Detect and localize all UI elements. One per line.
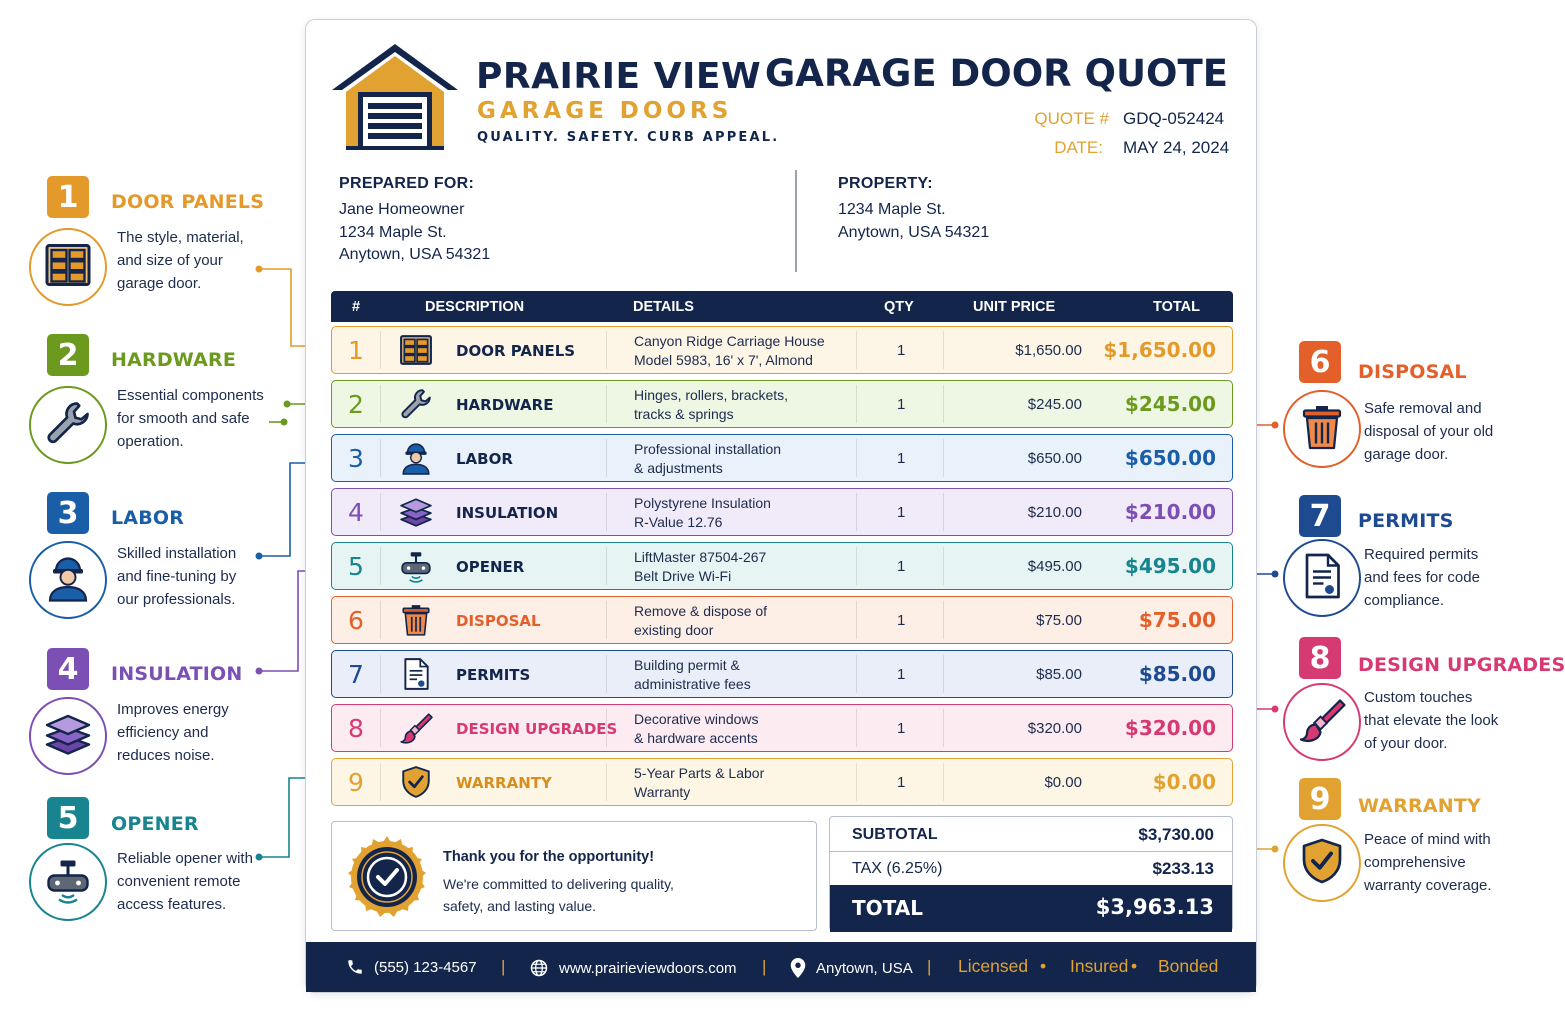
phone-icon bbox=[346, 958, 364, 976]
connector-dot bbox=[1272, 571, 1279, 578]
cell-divider bbox=[943, 655, 944, 693]
callout-icon-circle bbox=[29, 697, 107, 775]
callout-desc-line: and fees for code bbox=[1364, 569, 1480, 586]
credential-licensed: Licensed bbox=[958, 956, 1029, 976]
cell-divider bbox=[606, 601, 607, 639]
insulation-layers-icon bbox=[398, 496, 434, 528]
row-number: 2 bbox=[348, 389, 364, 419]
cell-divider bbox=[606, 331, 607, 369]
callout-desc-line: and size of your bbox=[117, 252, 223, 269]
brand-name: PRAIRIE VIEW bbox=[476, 56, 762, 97]
callout-description bbox=[117, 847, 277, 916]
cell-divider bbox=[856, 601, 857, 639]
row-unit-price: $650.00 bbox=[1027, 450, 1082, 467]
thanks-line: safety, and lasting value. bbox=[443, 898, 597, 914]
row-detail-line: Polystyrene Insulation bbox=[634, 495, 771, 511]
cell-divider bbox=[856, 709, 857, 747]
row-detail-line: LiftMaster 87504-267 bbox=[634, 549, 767, 565]
quote-card bbox=[305, 19, 1257, 993]
callout-icon-circle bbox=[1283, 539, 1361, 617]
row-total: $0.00 bbox=[1152, 770, 1216, 794]
row-description: OPENER bbox=[456, 558, 525, 576]
permit-document-icon bbox=[1298, 552, 1346, 605]
callout-description bbox=[117, 698, 277, 767]
row-detail-line: administrative fees bbox=[634, 676, 751, 692]
row-description: DOOR PANELS bbox=[456, 342, 576, 360]
cell-divider bbox=[856, 493, 857, 531]
callout-description bbox=[1364, 828, 1524, 897]
prepared-for-line: Anytown, USA 54321 bbox=[339, 246, 491, 263]
callout-desc-line: reduces noise. bbox=[117, 747, 215, 764]
row-qty: 1 bbox=[897, 342, 906, 359]
website-text: www.prairieviewdoors.com bbox=[559, 959, 737, 977]
callout-description bbox=[117, 226, 277, 295]
row-detail-line: Remove & dispose of bbox=[634, 603, 768, 619]
row-description: INSULATION bbox=[456, 504, 559, 522]
property-line: Anytown, USA 54321 bbox=[838, 224, 990, 241]
callout-desc-line: comprehensive bbox=[1364, 854, 1466, 871]
callout-icon-circle bbox=[1283, 824, 1361, 902]
table-row bbox=[331, 758, 1233, 806]
row-total: $320.00 bbox=[1124, 716, 1216, 740]
location-text: Anytown, USA bbox=[816, 959, 913, 977]
callout-title: OPENER bbox=[111, 813, 199, 835]
row-total: $210.00 bbox=[1124, 500, 1216, 524]
totals-divider bbox=[830, 851, 1232, 852]
cell-divider bbox=[380, 709, 381, 747]
row-details bbox=[634, 710, 759, 748]
insulation-layers-icon bbox=[44, 710, 92, 763]
row-detail-line: Decorative windows bbox=[634, 711, 759, 727]
row-total: $650.00 bbox=[1124, 446, 1216, 470]
row-detail-line: 5-Year Parts & Labor bbox=[634, 765, 765, 781]
row-details bbox=[634, 440, 781, 478]
row-unit-price: $245.00 bbox=[1027, 396, 1082, 413]
footer bbox=[306, 942, 1256, 992]
callout-description bbox=[1364, 686, 1524, 755]
row-description: DISPOSAL bbox=[456, 612, 541, 630]
brand-subname: GARAGE DOORS bbox=[477, 98, 733, 124]
callout-desc-line: Essential components bbox=[117, 387, 264, 404]
callout-number: 8 bbox=[1299, 637, 1341, 679]
connector-dot bbox=[1272, 706, 1279, 713]
callout-desc-line: Peace of mind with bbox=[1364, 831, 1491, 848]
row-description: DESIGN UPGRADES bbox=[456, 720, 618, 738]
row-description: LABOR bbox=[456, 450, 513, 468]
row-total: $245.00 bbox=[1124, 392, 1216, 416]
callout-number: 1 bbox=[47, 176, 89, 218]
row-description: HARDWARE bbox=[456, 396, 554, 414]
row-description: PERMITS bbox=[456, 666, 531, 684]
prepared-for-line: Jane Homeowner bbox=[339, 201, 465, 218]
footer-separator: | bbox=[927, 957, 932, 976]
footer-phone[interactable] bbox=[346, 958, 477, 976]
row-unit-price: $85.00 bbox=[1036, 666, 1082, 683]
callout-number: 7 bbox=[1299, 495, 1341, 537]
callout-title: WARRANTY bbox=[1358, 795, 1481, 817]
callout-desc-line: efficiency and bbox=[117, 724, 209, 741]
callout-icon-circle bbox=[29, 541, 107, 619]
callout-desc-line: Improves energy bbox=[117, 701, 229, 718]
row-detail-line: R-Value 12.76 bbox=[634, 514, 723, 530]
row-unit-price: $495.00 bbox=[1027, 558, 1082, 575]
cell-divider bbox=[606, 763, 607, 801]
row-details bbox=[634, 656, 751, 694]
callout-desc-line: convenient remote bbox=[117, 873, 241, 890]
tax-value: $233.13 bbox=[1152, 859, 1214, 878]
row-detail-line: Building permit & bbox=[634, 657, 740, 673]
footer-location bbox=[790, 958, 913, 978]
callout-number: 3 bbox=[47, 492, 89, 534]
row-detail-line: Warranty bbox=[634, 784, 691, 800]
row-detail-line: & hardware accents bbox=[634, 730, 758, 746]
callout-desc-line: The style, material, bbox=[117, 229, 244, 246]
cell-divider bbox=[606, 385, 607, 423]
table-row bbox=[331, 326, 1233, 374]
row-details bbox=[634, 332, 825, 370]
cell-divider bbox=[943, 385, 944, 423]
quote-number-label: QUOTE # bbox=[1034, 109, 1109, 128]
callout-icon-circle bbox=[1283, 683, 1361, 761]
callout-icon-circle bbox=[29, 228, 107, 306]
credential-dot: • bbox=[1131, 956, 1138, 976]
cell-divider bbox=[606, 439, 607, 477]
cell-divider bbox=[380, 439, 381, 477]
opener-icon bbox=[398, 550, 434, 582]
callout-number: 5 bbox=[47, 797, 89, 839]
callout-icon-circle bbox=[29, 843, 107, 921]
cell-divider bbox=[856, 655, 857, 693]
row-details bbox=[634, 602, 767, 640]
callout-description bbox=[1364, 397, 1524, 466]
map-pin-icon bbox=[790, 958, 806, 978]
table-row bbox=[331, 488, 1233, 536]
brand-tagline: QUALITY. SAFETY. CURB APPEAL. bbox=[477, 130, 780, 145]
callout-title: DESIGN UPGRADES bbox=[1358, 654, 1565, 676]
callout-icon-circle bbox=[29, 386, 107, 464]
header-qty: QTY bbox=[884, 299, 914, 315]
trash-icon bbox=[1298, 403, 1346, 456]
callout-description bbox=[117, 542, 277, 611]
callout-title: PERMITS bbox=[1358, 510, 1454, 532]
table-row bbox=[331, 380, 1233, 428]
callout-title: DISPOSAL bbox=[1358, 361, 1467, 383]
cell-divider bbox=[943, 547, 944, 585]
globe-icon bbox=[529, 958, 549, 978]
callout-desc-line: compliance. bbox=[1364, 592, 1445, 609]
row-qty: 1 bbox=[897, 774, 906, 791]
connector-dot bbox=[284, 401, 291, 408]
callout-number: 2 bbox=[47, 334, 89, 376]
thank-you-box bbox=[331, 821, 817, 931]
quote-number: GDQ-052424 bbox=[1123, 109, 1225, 128]
callout-title: DOOR PANELS bbox=[111, 191, 265, 213]
total-label: TOTAL bbox=[852, 896, 923, 920]
row-total: $75.00 bbox=[1138, 608, 1216, 632]
callout-desc-line: access features. bbox=[117, 896, 227, 913]
row-number: 4 bbox=[348, 497, 364, 527]
property-line: 1234 Maple St. bbox=[838, 201, 946, 218]
cell-divider bbox=[943, 763, 944, 801]
row-qty: 1 bbox=[897, 558, 906, 575]
header-total: TOTAL bbox=[1153, 299, 1200, 315]
row-number: 5 bbox=[348, 551, 364, 581]
totals-box bbox=[829, 816, 1233, 931]
footer-separator: | bbox=[762, 957, 767, 976]
row-detail-line: Hinges, rollers, brackets, bbox=[634, 387, 789, 403]
connector-dot bbox=[1272, 422, 1279, 429]
callout-desc-line: disposal of your old bbox=[1364, 423, 1494, 440]
row-number: 8 bbox=[348, 713, 364, 743]
cell-divider bbox=[943, 493, 944, 531]
cell-divider bbox=[856, 439, 857, 477]
badge-check-icon bbox=[346, 836, 428, 923]
callout-desc-line: Safe removal and bbox=[1364, 400, 1482, 417]
row-number: 3 bbox=[348, 443, 364, 473]
table-header bbox=[331, 291, 1233, 322]
row-detail-line: tracks & springs bbox=[634, 406, 734, 422]
row-number: 9 bbox=[348, 767, 364, 797]
row-total: $1,650.00 bbox=[1103, 338, 1216, 362]
callout-desc-line: warranty coverage. bbox=[1364, 877, 1492, 894]
cell-divider bbox=[380, 763, 381, 801]
callout-desc-line: for smooth and safe bbox=[117, 410, 250, 427]
address-divider bbox=[795, 170, 797, 272]
cell-divider bbox=[380, 385, 381, 423]
row-detail-line: Model 5983, 16' x 7', Almond bbox=[634, 352, 813, 368]
callout-desc-line: Reliable opener with bbox=[117, 850, 253, 867]
cell-divider bbox=[856, 331, 857, 369]
cell-divider bbox=[943, 709, 944, 747]
shield-check-icon bbox=[1298, 837, 1346, 890]
table-row bbox=[331, 704, 1233, 752]
row-detail-line: Professional installation bbox=[634, 441, 782, 457]
shield-check-icon bbox=[398, 766, 434, 798]
header-details: DETAILS bbox=[633, 299, 694, 315]
row-detail-line: existing door bbox=[634, 622, 714, 638]
row-unit-price: $320.00 bbox=[1027, 720, 1082, 737]
row-number: 6 bbox=[348, 605, 364, 635]
callout-number: 9 bbox=[1299, 778, 1341, 820]
connector-dot bbox=[281, 419, 288, 426]
cell-divider bbox=[943, 331, 944, 369]
callout-desc-line: Custom touches bbox=[1364, 689, 1473, 706]
table-row bbox=[331, 596, 1233, 644]
header-unit-price: UNIT PRICE bbox=[973, 299, 1056, 315]
cell-divider bbox=[606, 493, 607, 531]
row-detail-line: Belt Drive Wi-Fi bbox=[634, 568, 732, 584]
row-qty: 1 bbox=[897, 450, 906, 467]
cell-divider bbox=[943, 601, 944, 639]
cell-divider bbox=[606, 655, 607, 693]
cell-divider bbox=[856, 385, 857, 423]
callout-desc-line: that elevate the look bbox=[1364, 712, 1499, 729]
subtotal-value: $3,730.00 bbox=[1138, 825, 1214, 844]
opener-icon bbox=[44, 856, 92, 909]
table-row bbox=[331, 434, 1233, 482]
callout-desc-line: of your door. bbox=[1364, 735, 1448, 752]
connector-dot bbox=[256, 668, 263, 675]
credential-insured: Insured bbox=[1070, 956, 1129, 976]
callout-desc-line: Skilled installation bbox=[117, 545, 237, 562]
property-label: PROPERTY: bbox=[838, 175, 933, 192]
row-details bbox=[634, 764, 764, 802]
row-qty: 1 bbox=[897, 666, 906, 683]
prepared-for-label: PREPARED FOR: bbox=[339, 175, 475, 192]
callout-desc-line: garage door. bbox=[117, 275, 202, 292]
connector-dot bbox=[1272, 846, 1279, 853]
phone-text: (555) 123-4567 bbox=[374, 958, 477, 976]
row-details bbox=[634, 386, 788, 424]
row-number: 1 bbox=[348, 335, 364, 365]
worker-icon bbox=[44, 554, 92, 607]
cell-divider bbox=[380, 655, 381, 693]
row-qty: 1 bbox=[897, 720, 906, 737]
credential-dot: • bbox=[1040, 956, 1047, 976]
cell-divider bbox=[380, 331, 381, 369]
door-panels-icon bbox=[44, 241, 92, 294]
cell-divider bbox=[380, 493, 381, 531]
row-unit-price: $75.00 bbox=[1036, 612, 1082, 629]
cell-divider bbox=[606, 547, 607, 585]
paintbrush-icon bbox=[1298, 696, 1346, 749]
cell-divider bbox=[943, 439, 944, 477]
callout-desc-line: and fine-tuning by bbox=[117, 568, 237, 585]
callout-description bbox=[1364, 543, 1524, 612]
document-title: GARAGE DOOR QUOTE bbox=[764, 52, 1228, 95]
thanks-title: Thank you for the opportunity! bbox=[443, 849, 655, 865]
total-value: $3,963.13 bbox=[1095, 895, 1214, 919]
total-band bbox=[830, 885, 1232, 932]
row-detail-line: Canyon Ridge Carriage House bbox=[634, 333, 825, 349]
thanks-line: We're committed to delivering quality, bbox=[443, 876, 674, 892]
row-unit-price: $1,650.00 bbox=[1015, 342, 1082, 359]
table-row bbox=[331, 650, 1233, 698]
row-total: $495.00 bbox=[1124, 554, 1216, 578]
row-qty: 1 bbox=[897, 504, 906, 521]
row-description: WARRANTY bbox=[456, 774, 552, 792]
row-number: 7 bbox=[348, 659, 364, 689]
footer-website[interactable] bbox=[529, 958, 737, 978]
permit-document-icon bbox=[398, 658, 434, 690]
row-details bbox=[634, 494, 771, 532]
row-detail-line: & adjustments bbox=[634, 460, 723, 476]
callout-desc-line: our professionals. bbox=[117, 591, 236, 608]
prepared-for-line: 1234 Maple St. bbox=[339, 224, 447, 241]
cell-divider bbox=[856, 547, 857, 585]
row-unit-price: $0.00 bbox=[1044, 774, 1082, 791]
callout-title: LABOR bbox=[111, 507, 185, 529]
worker-icon bbox=[398, 442, 434, 474]
callout-description bbox=[117, 384, 277, 453]
header-num: # bbox=[352, 299, 361, 315]
callout-icon-circle bbox=[1283, 390, 1361, 468]
credential-bonded: Bonded bbox=[1158, 956, 1219, 976]
thanks-text bbox=[443, 873, 674, 917]
wrench-icon bbox=[44, 399, 92, 452]
trash-icon bbox=[398, 604, 434, 636]
wrench-icon bbox=[398, 388, 434, 420]
callout-number: 6 bbox=[1299, 341, 1341, 383]
callout-title: HARDWARE bbox=[111, 349, 237, 371]
cell-divider bbox=[380, 601, 381, 639]
callout-title: INSULATION bbox=[111, 663, 243, 685]
callout-number: 4 bbox=[47, 648, 89, 690]
subtotal-label: SUBTOTAL bbox=[852, 826, 938, 843]
row-unit-price: $210.00 bbox=[1027, 504, 1082, 521]
cell-divider bbox=[380, 547, 381, 585]
footer-separator: | bbox=[501, 957, 506, 976]
row-details bbox=[634, 548, 766, 586]
quote-date: MAY 24, 2024 bbox=[1123, 138, 1230, 157]
row-total: $85.00 bbox=[1138, 662, 1216, 686]
row-qty: 1 bbox=[897, 396, 906, 413]
date-label: DATE: bbox=[1054, 138, 1103, 157]
garage-logo-icon bbox=[330, 42, 460, 157]
callout-desc-line: garage door. bbox=[1364, 446, 1449, 463]
row-qty: 1 bbox=[897, 612, 906, 629]
tax-label: TAX (6.25%) bbox=[852, 860, 943, 877]
callout-desc-line: operation. bbox=[117, 433, 184, 450]
paintbrush-icon bbox=[398, 712, 434, 744]
door-panels-icon bbox=[398, 334, 434, 366]
header-description: DESCRIPTION bbox=[425, 299, 525, 315]
table-row bbox=[331, 542, 1233, 590]
cell-divider bbox=[856, 763, 857, 801]
callout-desc-line: Required permits bbox=[1364, 546, 1479, 563]
